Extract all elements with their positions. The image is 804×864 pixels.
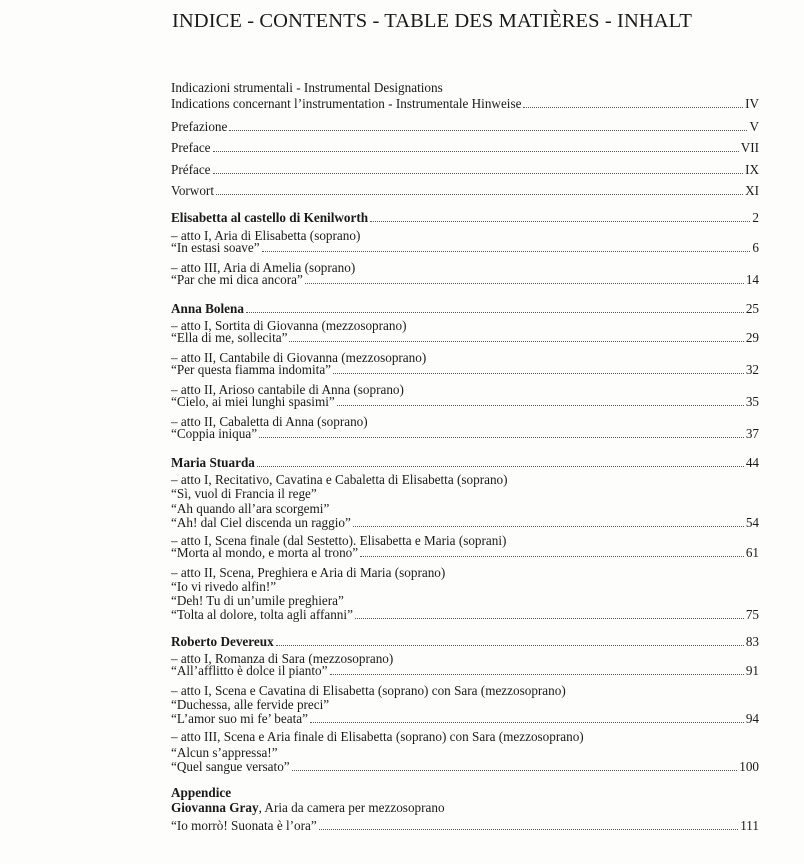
dot-leader (353, 515, 744, 527)
toc-entry-text: Prefazione (171, 119, 228, 134)
page-number: XI (745, 183, 759, 198)
toc-entry (171, 515, 759, 531)
page-number: 6 (752, 240, 759, 255)
toc-entry-text: “Io vi rivedo alfin!” (171, 579, 277, 594)
toc-entry-text: “L’amor suo mi fe’ beata” (171, 711, 308, 726)
page-number: 111 (740, 818, 759, 833)
toc-entry-text: “Ah! dal Ciel discenda un raggio” (171, 515, 351, 530)
dot-leader (523, 96, 743, 108)
toc-opera-title: Maria Stuarda (171, 455, 255, 470)
dot-leader (319, 818, 738, 830)
page-number: 2 (752, 210, 759, 225)
dot-leader (246, 301, 744, 313)
toc-entry-text: “Coppia iniqua” (171, 426, 258, 441)
toc-entry (171, 362, 759, 378)
toc-entry-text: – atto I, Sortita di Giovanna (mezzosoprano) (171, 318, 407, 333)
dot-leader (276, 634, 744, 646)
dot-leader (257, 455, 744, 467)
toc-opera-title: Roberto Devereux (171, 634, 274, 649)
page-number: 75 (745, 607, 759, 622)
toc-entry-text: – atto I, Romanza di Sara (mezzosoprano) (171, 651, 394, 666)
page-number: 83 (745, 634, 759, 649)
page-number: VII (740, 140, 759, 155)
toc-entry-title: Giovanna Gray (171, 800, 259, 815)
toc-entry (171, 759, 759, 775)
toc-entry (171, 272, 759, 288)
toc-entry-text: “Alcun s’appressa!” (171, 745, 278, 760)
toc-entry-text: “Sì, vuol di Francia il rege” (171, 486, 317, 501)
dot-leader (259, 426, 744, 438)
toc-entry-text: – atto I, Scena finale (dal Sestetto). Elisabetta e Maria (soprani) (171, 533, 507, 548)
dot-leader (305, 272, 744, 284)
toc-entry (171, 394, 759, 410)
toc-entry (171, 607, 759, 623)
toc-entry-text: – atto II, Cantabile di Giovanna (mezzosoprano) (171, 350, 427, 365)
page-number: 25 (745, 301, 759, 316)
page-number: 32 (745, 362, 759, 377)
toc-entry-text: “Ah quando all’ara scorgemi” (171, 501, 330, 516)
toc-opera-title: Anna Bolena (171, 301, 244, 316)
dot-leader (310, 711, 744, 723)
toc-entry-text: “Cielo, ai miei lunghi spasimi” (171, 394, 335, 409)
toc-entry-text: “All’afflitto è dolce il pianto” (171, 663, 328, 678)
toc-entry-text: – atto I, Aria di Elisabetta (soprano) (171, 228, 361, 243)
toc-entry-text: “Io morrò! Suonata è l’ora” (171, 818, 317, 833)
toc-entry (171, 486, 759, 502)
dot-leader (229, 119, 747, 131)
toc-entry (171, 301, 759, 317)
toc-entry-text: “In estasi soave” (171, 240, 260, 255)
page-title: INDICE - CONTENTS - TABLE DES MATIÈRES - INHALT (171, 10, 693, 32)
toc-entry-text: – atto II, Scena, Preghiera e Aria di Maria (soprano) (171, 565, 446, 580)
page-number: 54 (745, 515, 759, 530)
page-number: 44 (745, 455, 759, 470)
toc-entry-text: – atto II, Arioso cantabile di Anna (soprano) (171, 382, 404, 397)
page-number: 14 (745, 272, 759, 287)
toc-opera-title: Appendice (171, 785, 232, 800)
toc-entry-text (171, 800, 759, 816)
page-number: 61 (745, 545, 759, 560)
toc-entry (171, 240, 759, 256)
page-number: 100 (739, 759, 759, 774)
toc-entry (171, 545, 759, 561)
page-number: IV (745, 96, 759, 111)
toc-entry-text: Indicazioni strumentali - Instrumental Designations (171, 80, 443, 95)
toc-entry-text: “Tolta al dolore, tolta agli affanni” (171, 607, 353, 622)
toc-entry (171, 119, 759, 135)
toc-entry (171, 330, 759, 346)
dot-leader (292, 759, 738, 771)
toc-opera-title: Elisabetta al castello di Kenilworth (171, 210, 369, 225)
toc-entry-text: “Quel sangue versato” (171, 759, 290, 774)
toc-entry (171, 818, 759, 834)
toc-entry (171, 711, 759, 727)
dot-leader (213, 140, 739, 152)
toc-entry-text: – atto II, Cabaletta di Anna (soprano) (171, 414, 368, 429)
toc-entry-text: “Duchessa, alle fervide preci” (171, 697, 330, 712)
page-number: 94 (745, 711, 759, 726)
toc-entry (171, 96, 759, 112)
page-number: V (749, 119, 759, 134)
dot-leader (262, 240, 751, 252)
page-number: 37 (745, 426, 759, 441)
dot-leader (330, 663, 744, 675)
dot-leader (370, 210, 750, 222)
dot-leader (360, 545, 744, 557)
toc-entry-text: Préface (171, 162, 211, 177)
toc-entry-text: “Per questa fiamma indomita” (171, 362, 332, 377)
toc-entry-text: “Deh! Tu di un’umile preghiera” (171, 593, 344, 608)
dot-leader (289, 330, 743, 342)
page-number: 29 (745, 330, 759, 345)
toc-entry (171, 800, 759, 816)
dot-leader (355, 607, 744, 619)
toc-entry-text: “Ella di me, sollecita” (171, 330, 288, 345)
toc-entry (171, 210, 759, 226)
toc-entry (171, 634, 759, 650)
toc-entry (171, 162, 759, 178)
toc-entry (171, 80, 759, 96)
toc-entry (171, 140, 759, 156)
toc-entry-text: “Morta al mondo, e morta al trono” (171, 545, 359, 560)
page-number: 35 (745, 394, 759, 409)
toc-entry (171, 455, 759, 471)
dot-leader (216, 183, 743, 195)
toc-entry (171, 426, 759, 442)
toc-entry-text: – atto III, Scena e Aria finale di Elisabetta (soprano) con Sara (mezzosoprano) (171, 729, 584, 744)
toc-entry-text: – atto I, Scena e Cavatina di Elisabetta (soprano) con Sara (mezzosoprano) (171, 683, 566, 698)
dot-leader (333, 362, 744, 374)
toc-entry-text: Preface (171, 140, 211, 155)
dot-leader (213, 162, 744, 174)
toc-entry-subtitle: , Aria da camera per mezzosoprano (258, 800, 445, 815)
toc-entry-text: – atto III, Aria di Amelia (soprano) (171, 260, 356, 275)
toc-entry-text: Indications concernant l’instrumentation - Instrumentale Hinweise (171, 96, 522, 111)
toc-entry (171, 183, 759, 199)
toc-entry-text: “Par che mi dica ancora” (171, 272, 303, 287)
toc-entry (171, 785, 759, 801)
dot-leader (337, 394, 744, 406)
toc-entry-text: – atto I, Recitativo, Cavatina e Cabaletta di Elisabetta (soprano) (171, 472, 508, 487)
page-number: IX (745, 162, 759, 177)
page-number: 91 (745, 663, 759, 678)
toc-entry (171, 663, 759, 679)
toc-entry (171, 729, 759, 745)
toc-entry-text: Vorwort (171, 183, 214, 198)
